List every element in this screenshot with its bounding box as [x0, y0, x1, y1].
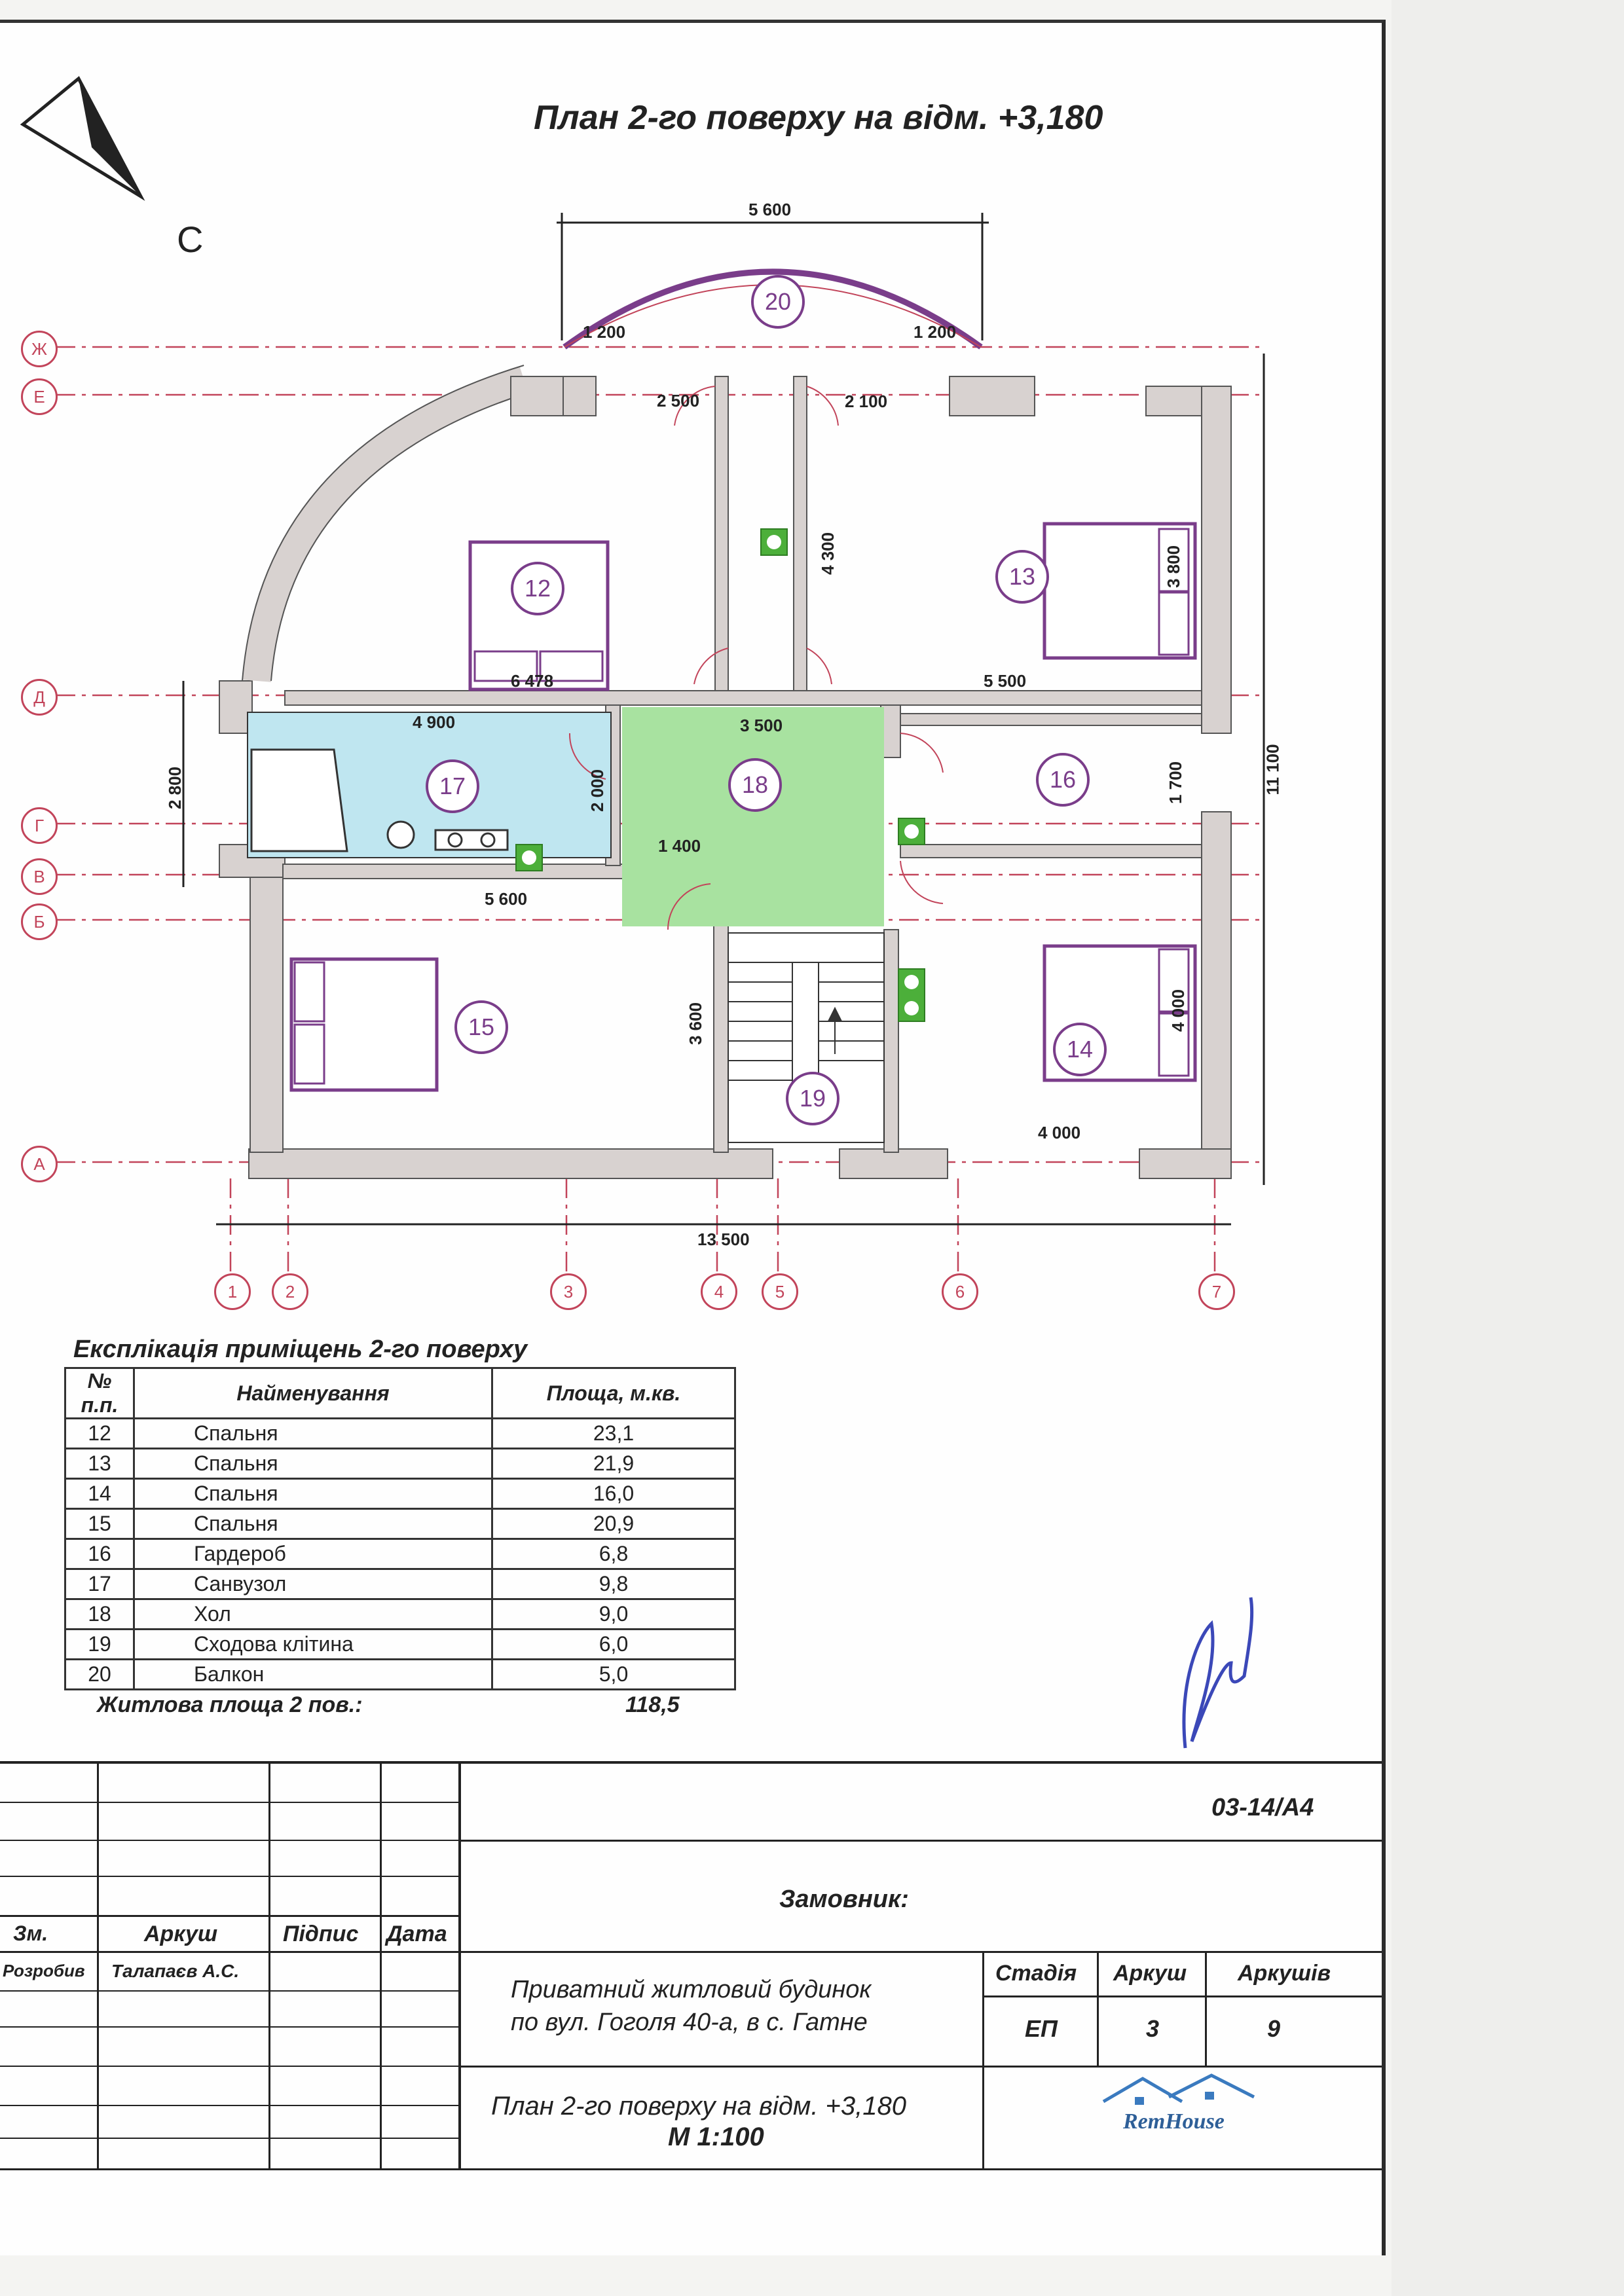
column-header: Зм. [13, 1922, 48, 1945]
title-block-line [458, 1951, 1382, 1953]
living-area-label: Житлова площа 2 пов.: [97, 1692, 363, 1717]
title-block-line [1205, 1951, 1207, 2066]
column-header: Аркуш [144, 1922, 218, 1946]
axis-bubble-d: Д [21, 679, 58, 716]
dim-label: 5 600 [485, 889, 528, 909]
dim-label: 4 300 [818, 532, 838, 575]
title-block-line [0, 1990, 458, 1992]
title-block-line [458, 2066, 1382, 2068]
project-line-2: по вул. Гоголя 40-а, в с. Гатне [511, 2009, 868, 2036]
dim-label: 3 500 [740, 716, 783, 735]
dim-balcony: 5 600 [748, 200, 792, 219]
stage-value: ЕП [1025, 2015, 1058, 2042]
table-row: 15 Спальня 20,9 [65, 1509, 735, 1539]
table-row: 20 Балкон 5,0 [65, 1660, 735, 1690]
room-tag-14: 14 [1053, 1023, 1107, 1076]
title-block-line [458, 1840, 1382, 1842]
axis-bubble-b: Б [21, 903, 58, 940]
dim-label: 2 000 [587, 769, 608, 812]
dim-label: 1 200 [583, 322, 626, 342]
title-block-line [0, 2168, 1382, 2170]
table-row: 17 Санвузол 9,8 [65, 1569, 735, 1599]
room-tag-19: 19 [786, 1072, 840, 1125]
axis-bubble-2: 2 [272, 1273, 308, 1310]
title-block-line [380, 1761, 382, 2170]
title-block-line [0, 2105, 458, 2106]
axis-bubble-3: 3 [550, 1273, 587, 1310]
title-block-line [0, 1802, 458, 1803]
table-row: 14 Спальня 16,0 [65, 1479, 735, 1509]
drawing-title: План 2-го поверху на відм. +3,180 [534, 99, 1103, 137]
title-block-line [0, 1915, 458, 1917]
axis-bubble-ye: Е [21, 378, 58, 415]
dim-label: 2 100 [845, 392, 888, 411]
north-arrow-icon [23, 79, 141, 196]
room-tag-16: 16 [1036, 753, 1090, 807]
dim-label: 1 200 [913, 322, 957, 342]
axis-bubble-6: 6 [942, 1273, 978, 1310]
title-block-line [0, 2138, 458, 2139]
axis-bubble-4: 4 [701, 1273, 737, 1310]
title-block-line [0, 1951, 458, 1953]
room-tag-12: 12 [511, 562, 564, 615]
north-letter-icon: С [177, 219, 204, 260]
axis-bubble-zh: Ж [21, 331, 58, 367]
dim-label: 5 500 [984, 671, 1027, 691]
room-tag-20: 20 [751, 275, 805, 329]
customer-label: Замовник: [779, 1886, 909, 1913]
developer-name: Талапаєв А.С. [111, 1961, 240, 1981]
room-tag-15: 15 [454, 1000, 508, 1054]
title-block-border [0, 1761, 1382, 1764]
sheets-header: Аркушів [1238, 1961, 1331, 1986]
explication-title: Експлікація приміщень 2-го поверху [73, 1336, 528, 1363]
dim-label: 13 500 [697, 1230, 750, 1249]
dim-label: 2 500 [657, 391, 700, 410]
floor-plan [0, 0, 1382, 1316]
title-block-line [458, 1761, 461, 2170]
drawing-name: План 2-го поверху на відм. +3,180 [491, 2092, 907, 2121]
axis-bubble-5: 5 [762, 1273, 798, 1310]
table-header-row [65, 1368, 735, 1419]
column-header: Найменування [134, 1368, 492, 1419]
axis-bubble-7: 7 [1198, 1273, 1235, 1310]
table-row: 12 Спальня 23,1 [65, 1419, 735, 1449]
dim-label: 2 800 [165, 766, 185, 810]
living-area-value: 118,5 [625, 1692, 680, 1717]
title-block-line [97, 1761, 99, 2170]
explication-table [64, 1367, 736, 1690]
axis-bubble-v: В [21, 858, 58, 895]
title-block-line [0, 1840, 458, 1841]
column-header: Площа, м.кв. [492, 1368, 735, 1419]
dim-label: 4 900 [413, 712, 456, 732]
column-header: № п.п. [65, 1368, 134, 1419]
dim-label: 4 000 [1038, 1123, 1081, 1142]
room-tag-17: 17 [426, 759, 479, 813]
room-tag-18: 18 [728, 758, 782, 812]
role-label: Розробив [3, 1961, 85, 1980]
dim-label: 3 800 [1164, 545, 1184, 589]
sheet-header: Аркуш [1113, 1961, 1187, 1986]
table-row: 19 Сходова клітина 6,0 [65, 1630, 735, 1660]
drawing-code: 03-14/А4 [1211, 1794, 1314, 1821]
title-block-line [982, 1995, 1382, 1997]
dim-label: 3 600 [686, 1002, 706, 1046]
dim-label: 6 478 [511, 671, 554, 691]
axis-bubble-a: А [21, 1146, 58, 1182]
page-margin [1392, 0, 1624, 2296]
logo-text: RemHouse [1123, 2109, 1225, 2134]
stage-header: Стадія [995, 1961, 1077, 1986]
title-block-line [1097, 1951, 1099, 2066]
table-row: 13 Спальня 21,9 [65, 1449, 735, 1479]
table-row: 18 Хол 9,0 [65, 1599, 735, 1630]
signature-icon [1172, 1584, 1264, 1768]
dim-label: 11 100 [1263, 744, 1283, 795]
axis-bubble-1: 1 [214, 1273, 251, 1310]
title-block-line [982, 1951, 984, 2170]
title-block-line [0, 2066, 458, 2067]
title-block-line [268, 1761, 270, 2170]
table-row: 16 Гардероб 6,8 [65, 1539, 735, 1569]
axis-bubble-g: Г [21, 807, 58, 844]
title-block-line [0, 1876, 458, 1877]
dim-label: 1 400 [658, 836, 701, 856]
column-header: Дата [386, 1922, 447, 1946]
column-header: Підпис [283, 1922, 359, 1946]
room-tag-13: 13 [995, 550, 1049, 604]
project-line-1: Приватний житловий будинок [511, 1976, 872, 2003]
drawing-scale: М 1:100 [668, 2123, 764, 2151]
title-block-line [0, 2026, 458, 2028]
sheets-value: 9 [1267, 2015, 1281, 2042]
dim-label: 4 000 [1168, 989, 1189, 1032]
sheet-value: 3 [1146, 2015, 1160, 2042]
dim-label: 1 700 [1166, 761, 1186, 805]
